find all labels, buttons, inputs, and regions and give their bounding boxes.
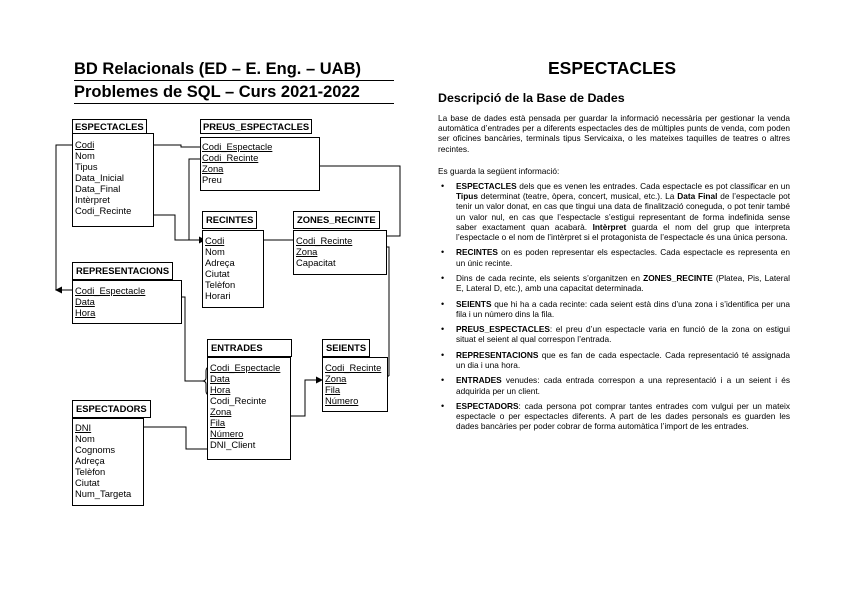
table-espectadors-fields — [75, 422, 131, 499]
field: Adreça — [75, 455, 105, 466]
field: DNI_Client — [210, 439, 256, 450]
field: Intèrpret — [75, 194, 110, 205]
description-list — [438, 181, 790, 437]
table-espectadors-header: ESPECTADORS — [72, 400, 151, 418]
field: Ciutat — [75, 477, 100, 488]
field: Cognoms — [75, 444, 116, 455]
list-item: • SEIENTS que hi ha a cada recinte: cada seient està dins d’una zona i s’identifica per una fila i un número dins la fila. — [441, 298, 790, 319]
field: Hora — [75, 307, 96, 318]
course-title: BD Relacionals (ED – E. Eng. – UAB) — [74, 60, 394, 81]
field: Codi_Espectacle — [210, 362, 281, 373]
line-preus-recinte — [189, 159, 200, 240]
section-title: Descripció de la Base de Dades — [438, 91, 625, 105]
table-recintes-header: RECINTES — [202, 211, 257, 229]
field: Telèfon — [205, 279, 236, 290]
field: Zona — [202, 163, 224, 174]
field: Nom — [205, 246, 225, 257]
field: Tipus — [75, 161, 98, 172]
field: Número — [210, 428, 244, 439]
field: Zona — [325, 373, 347, 384]
table-representacions-fields — [75, 285, 145, 318]
intro-paragraph-2: Es guarda la següent informació: — [438, 166, 560, 176]
table-entrades-header: ENTRADES — [207, 339, 292, 357]
field: Codi_Recinte — [296, 235, 353, 246]
field: Data — [75, 296, 95, 307]
field: Hora — [210, 384, 231, 395]
list-item: • PREUS_ESPECTACLES: el preu d’un espectacle varia en funció de la zona on estigui situat el seient al qual correspon l’entrada. — [441, 324, 790, 345]
field: Codi — [205, 235, 225, 246]
field: Data — [210, 373, 230, 384]
field: Fila — [325, 384, 341, 395]
list-item: • REPRESENTACIONS que es fan de cada espectacle. Cada representació té assignada un dia i una hora. — [441, 349, 790, 370]
table-preus-fields — [202, 141, 272, 185]
list-item: • ENTRADES venudes: cada entrada correspon a una representació i a un seient i és adquirida per un client. — [441, 375, 790, 396]
table-zones-fields — [296, 235, 352, 268]
field: DNI — [75, 422, 92, 433]
field: Preu — [202, 174, 222, 185]
table-representacions-header: REPRESENTACIONS — [72, 262, 173, 280]
problems-title: Problemes de SQL – Curs 2021-2022 — [74, 83, 394, 104]
list-item: • ESPECTADORS: cada persona pot comprar tantes entrades com vulgui per un mateix espectacle o per espectacles diferents. A part de les dades personals es guarden les dades bancàries per poder cobrar de forma automàtica l’import de les entrades. — [441, 400, 790, 432]
field: Data_Inicial — [75, 172, 124, 183]
field: Fila — [210, 417, 226, 428]
field: Codi_Recinte — [210, 395, 267, 406]
page-title: ESPECTACLES — [548, 58, 677, 78]
table-espectacles-header: ESPECTACLES — [72, 119, 147, 134]
list-item: • Dins de cada recinte, els seients s’organitzen en ZONES_RECINTE (Platea, Pis, Lateral E, Lateral D, etc.), amb una capacitat determinada. — [441, 273, 791, 294]
field: Data_Final — [75, 183, 121, 194]
field: Codi_Recinte — [325, 362, 382, 373]
table-seients-fields — [325, 362, 381, 406]
field: Codi_Recinte — [202, 152, 259, 163]
field: Num_Targeta — [75, 488, 132, 499]
field: Capacitat — [296, 257, 336, 268]
list-item: • RECINTES on es poden representar els espectacles. Cada espectacle es representa en un únic recinte. — [441, 247, 790, 268]
field: Número — [325, 395, 359, 406]
field: Nom — [75, 150, 95, 161]
field: Nom — [75, 433, 95, 444]
field: Zona — [296, 246, 318, 257]
field: Codi — [75, 139, 95, 150]
table-preus-header: PREUS_ESPECTACLES — [200, 119, 312, 134]
field: Horari — [205, 290, 231, 301]
list-item: • ESPECTACLES dels que es venen les entrades. Cada espectacle es pot classificar en un Tipus determinat (teatre, òpera, concert, musical, etc.). La Data Final de l’espectacle pot tenir un valor donat, en cas que tingui una data de finalització coneguda, o pot tenir també un valor nul, en cas que l’espectacle s’estigui representant de forma indefinida sense saber exactament quan acabarà. Intèrpret guarda el nom del grup que interpreta l’espectacle o el nom de l’intèrpret si el protagonista de l’espectacle és una única persona. — [441, 181, 791, 243]
table-entrades-fields — [210, 362, 280, 450]
field: Adreça — [205, 257, 235, 268]
intro-paragraph: La base de dades està pensada per guardar la informació necessària per gestionar la venda automàtica d’entrades per a diferents espectacles des de múltiples punts de venda, com poden ser oficines bancàries, terminals tipus Servicaixa, o les mateixes taquilles de teatres o altres recintes. — [438, 113, 790, 154]
field: Codi_Espectacle — [75, 285, 146, 296]
field: Ciutat — [205, 268, 230, 279]
table-zones-header: ZONES_RECINTE — [293, 211, 380, 229]
field: Telèfon — [75, 466, 106, 477]
table-recintes-fields — [205, 235, 235, 301]
field: Codi_Recinte — [75, 205, 132, 216]
field: Codi_Espectacle — [202, 141, 273, 152]
table-espectacles-fields — [75, 139, 131, 216]
field: Zona — [210, 406, 232, 417]
table-seients-header: SEIENTS — [322, 339, 370, 357]
